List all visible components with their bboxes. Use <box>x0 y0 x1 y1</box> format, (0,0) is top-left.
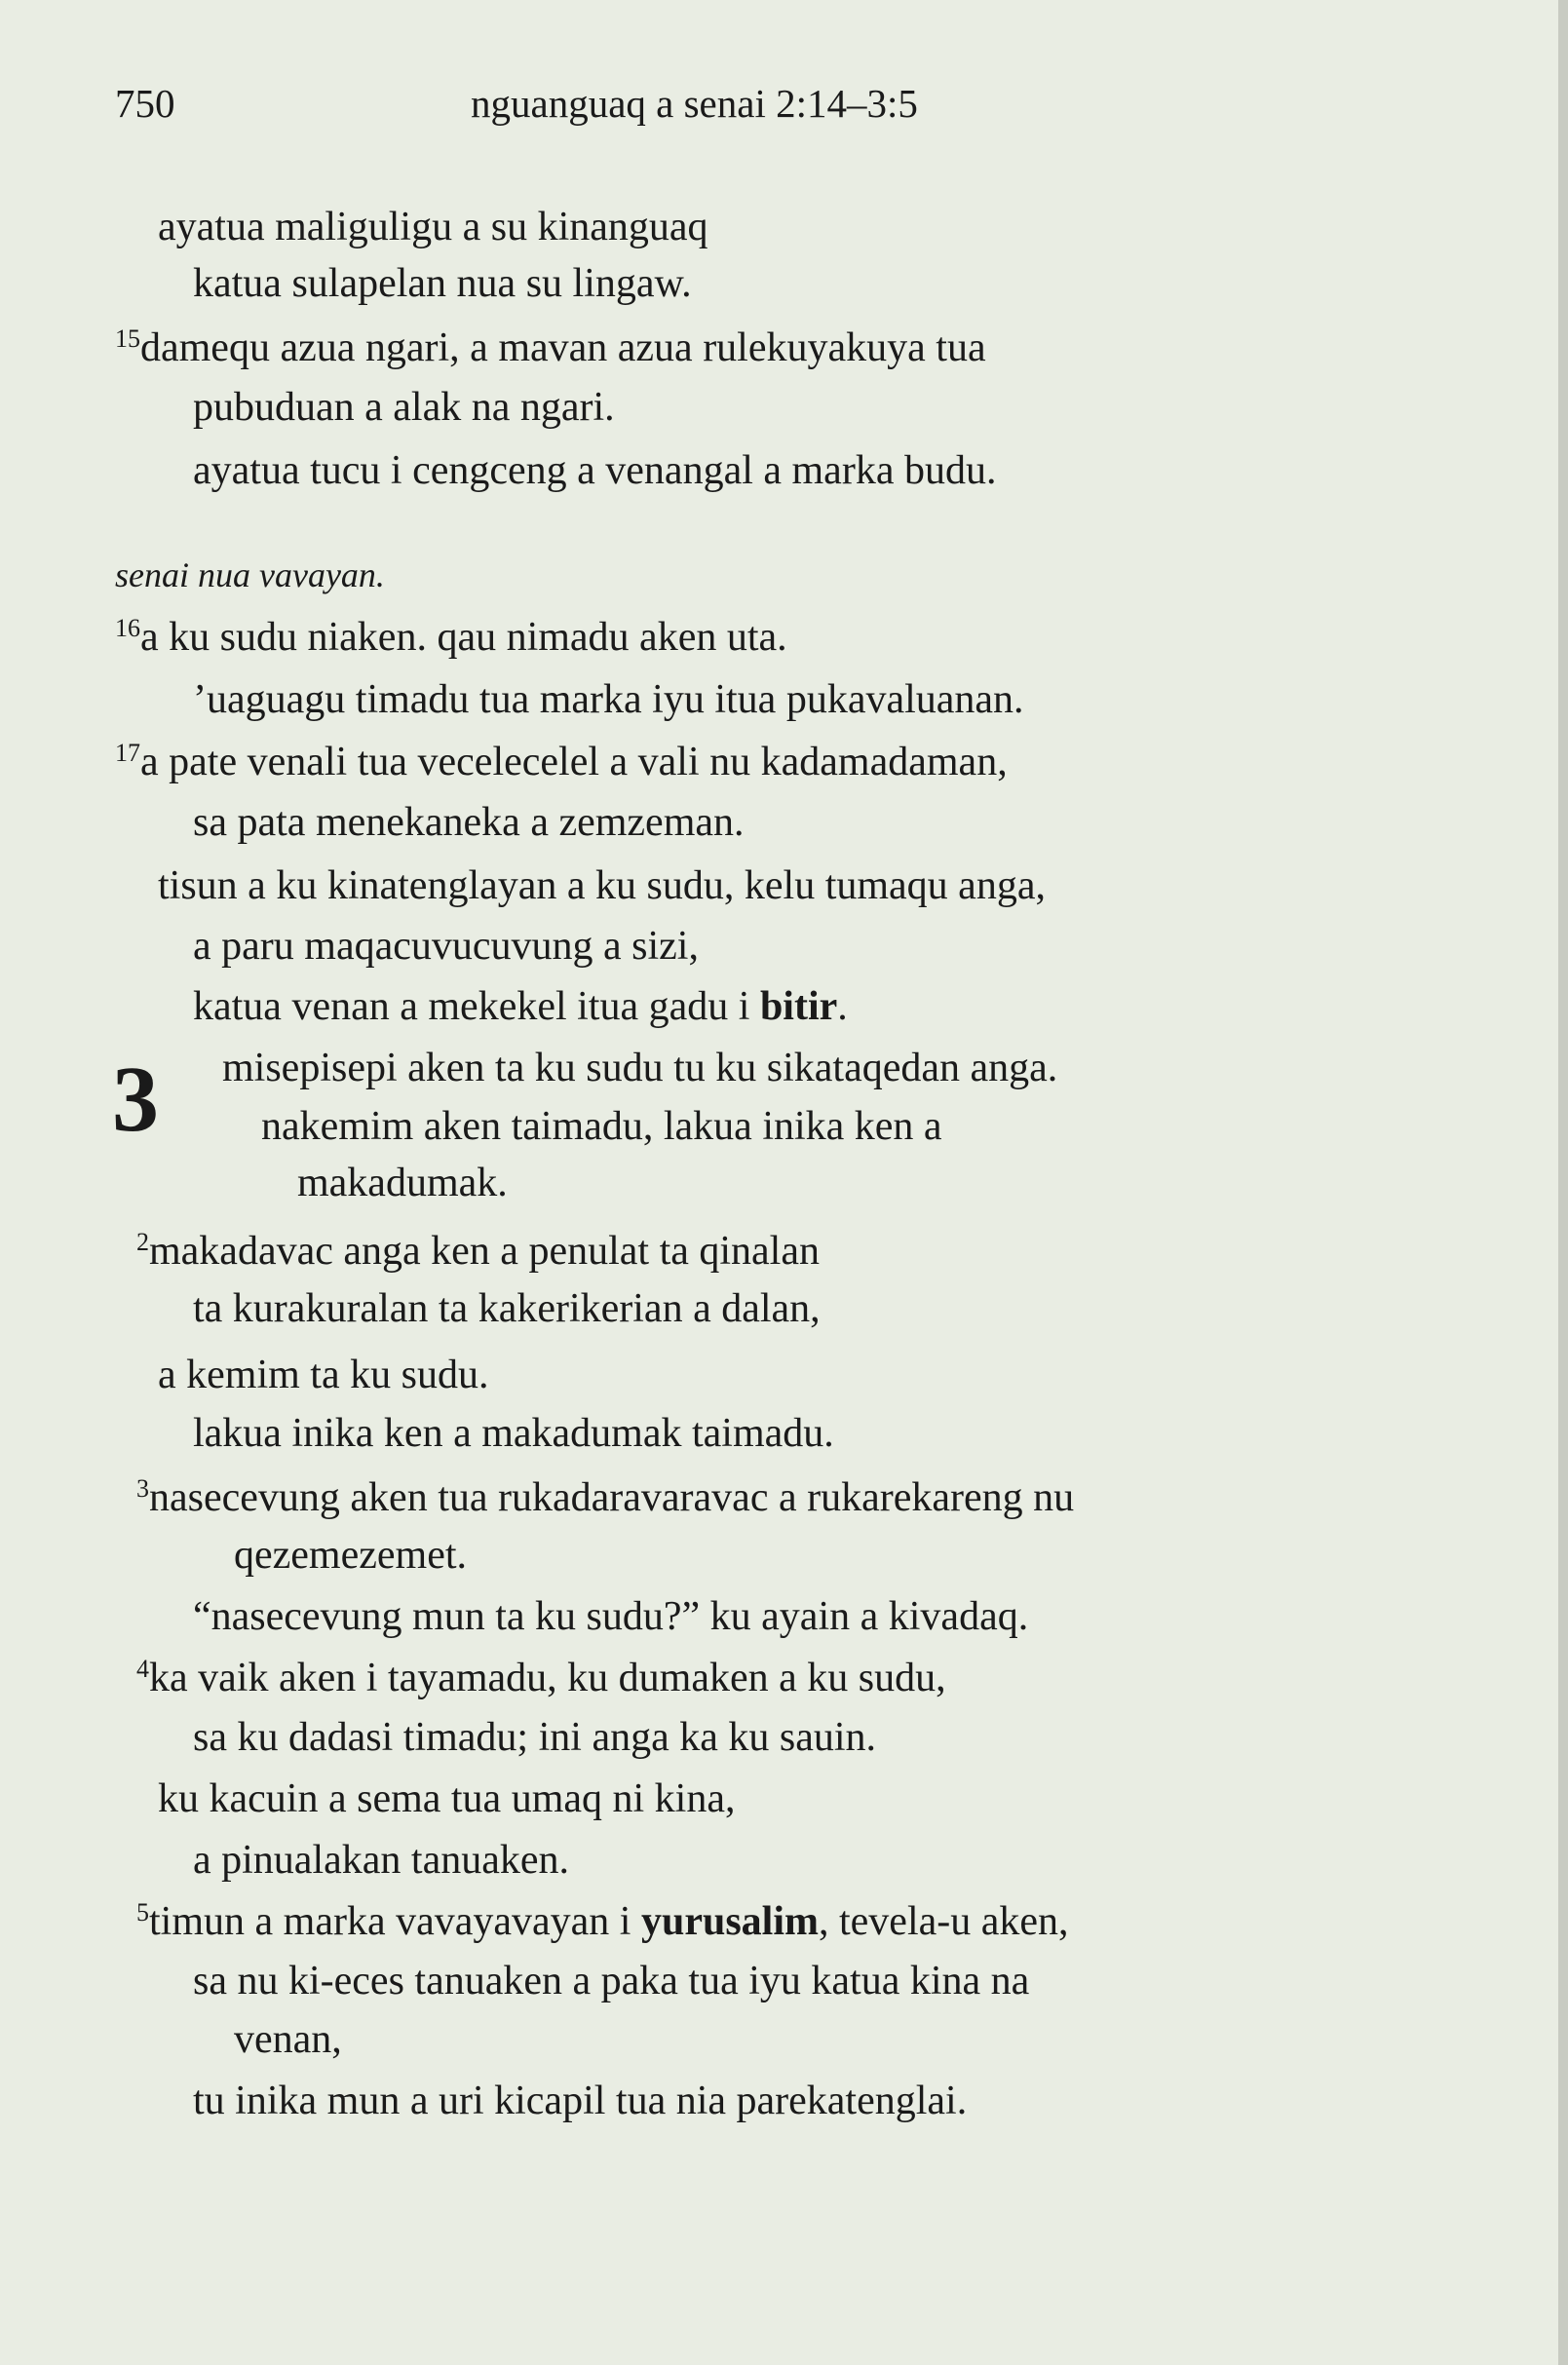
text-line <box>193 802 745 843</box>
line-text: ku kacuin a sema tua umaq ni kina, <box>158 1776 736 1821</box>
text-line <box>193 1288 821 1329</box>
verse-number: 2 <box>136 1228 149 1256</box>
text-line <box>193 1840 569 1881</box>
line-text: misepisepi aken ta ku sudu tu ku sikataqedan anga. <box>222 1046 1058 1090</box>
line-text: a pinualakan tanuaken. <box>193 1838 569 1883</box>
text-line <box>193 1596 1028 1637</box>
verse-number: 4 <box>136 1655 149 1683</box>
line-text: lakua inika ken a makadumak taimadu. <box>193 1411 834 1456</box>
page-number: 750 <box>115 81 175 126</box>
verse-line <box>136 1230 820 1272</box>
line-text: sa nu ki-eces tanuaken a paka tua iyu katua kina na <box>193 1959 1030 2003</box>
line-text: katua sulapelan nua su lingaw. <box>193 261 692 306</box>
text-line <box>297 1163 508 1203</box>
line-text: nakemim aken taimadu, lakua inika ken a <box>261 1104 942 1149</box>
line-text: pubuduan a alak na ngari. <box>193 385 615 430</box>
verse-line <box>115 741 1008 782</box>
line-text: damequ azua ngari, a mavan azua rulekuyakuya tua <box>140 325 986 370</box>
verse-number: 17 <box>115 739 140 767</box>
text-line <box>193 1717 876 1758</box>
text-line <box>158 1778 736 1819</box>
line-text: ayatua maliguligu a su kinanguaq <box>158 205 708 249</box>
line-text: makadavac anga ken a penulat ta qinalan <box>149 1229 820 1274</box>
line-text: makadumak. <box>297 1161 508 1205</box>
verse-line <box>115 326 986 368</box>
place-name: yurusalim <box>640 1899 819 1944</box>
verse-number: 15 <box>115 324 140 353</box>
verse-line <box>136 1657 946 1698</box>
line-text: senai nua vavayan. <box>115 555 385 594</box>
line-text: a kemim ta ku sudu. <box>158 1353 489 1397</box>
line-text: ta kurakuralan ta kakerikerian a dalan, <box>193 1286 821 1331</box>
line-text: timun a marka vavayavayan i <box>149 1899 641 1944</box>
text-line <box>234 2019 342 2060</box>
text-line <box>193 986 848 1027</box>
running-title: nguanguaq a senai 2:14–3:5 <box>471 81 918 126</box>
text-line <box>193 2080 967 2121</box>
page-edge <box>1558 0 1568 2365</box>
line-text: sa ku dadasi timadu; ini anga ka ku sauin. <box>193 1715 877 1760</box>
text-line <box>193 679 1024 720</box>
section-heading <box>115 557 385 592</box>
text-line <box>193 450 996 491</box>
text-line <box>222 1048 1057 1088</box>
line-text: tu inika mun a uri kicapil tua nia parekatenglai. <box>193 2079 968 2123</box>
line-text: venan, <box>234 2017 342 2062</box>
line-text: qezemezemet. <box>234 1533 467 1578</box>
text-line <box>158 1354 488 1395</box>
verse-line <box>136 1900 1069 1942</box>
text-line <box>193 926 699 967</box>
line-text: ayatua tucu i cengceng a venangal a marka budu. <box>193 448 997 493</box>
verse-line <box>136 1476 1074 1518</box>
line-text-end: , tevela-u aken, <box>819 1899 1069 1944</box>
chapter-number: 3 <box>112 1047 159 1151</box>
line-text: a pate venali tua vecelecelel a vali nu kadamadaman, <box>140 740 1008 784</box>
text-line <box>234 1535 467 1576</box>
text-line <box>193 387 615 428</box>
line-text: “nasecevung mun ta ku sudu?” ku ayain a kivadaq. <box>193 1594 1029 1639</box>
verse-number: 5 <box>136 1898 149 1926</box>
verse-line <box>115 616 787 658</box>
place-name: bitir <box>759 984 838 1029</box>
line-text: a ku sudu niaken. qau nimadu aken uta. <box>140 615 787 660</box>
text-line <box>158 865 1046 906</box>
line-text: ’uaguagu timadu tua marka iyu itua pukavaluanan. <box>193 677 1024 722</box>
verse-number: 3 <box>136 1474 149 1503</box>
text-line <box>261 1106 942 1147</box>
line-text: katua venan a mekekel itua gadu i <box>193 984 760 1029</box>
line-text: tisun a ku kinatenglayan a ku sudu, kelu tumaqu anga, <box>158 863 1046 908</box>
line-text: sa pata menekaneka a zemzeman. <box>193 800 745 845</box>
line-text: ka vaik aken i tayamadu, ku dumaken a ku sudu, <box>149 1656 946 1700</box>
line-text: a paru maqacuvucuvung a sizi, <box>193 924 699 969</box>
text-line <box>193 263 692 304</box>
text-line <box>158 207 708 248</box>
text-line <box>193 1413 834 1454</box>
line-text-end: . <box>837 984 848 1029</box>
text-line <box>193 1961 1029 2002</box>
line-text: nasecevung aken tua rukadaravaravac a rukarekareng nu <box>149 1475 1075 1520</box>
verse-number: 16 <box>115 614 140 642</box>
